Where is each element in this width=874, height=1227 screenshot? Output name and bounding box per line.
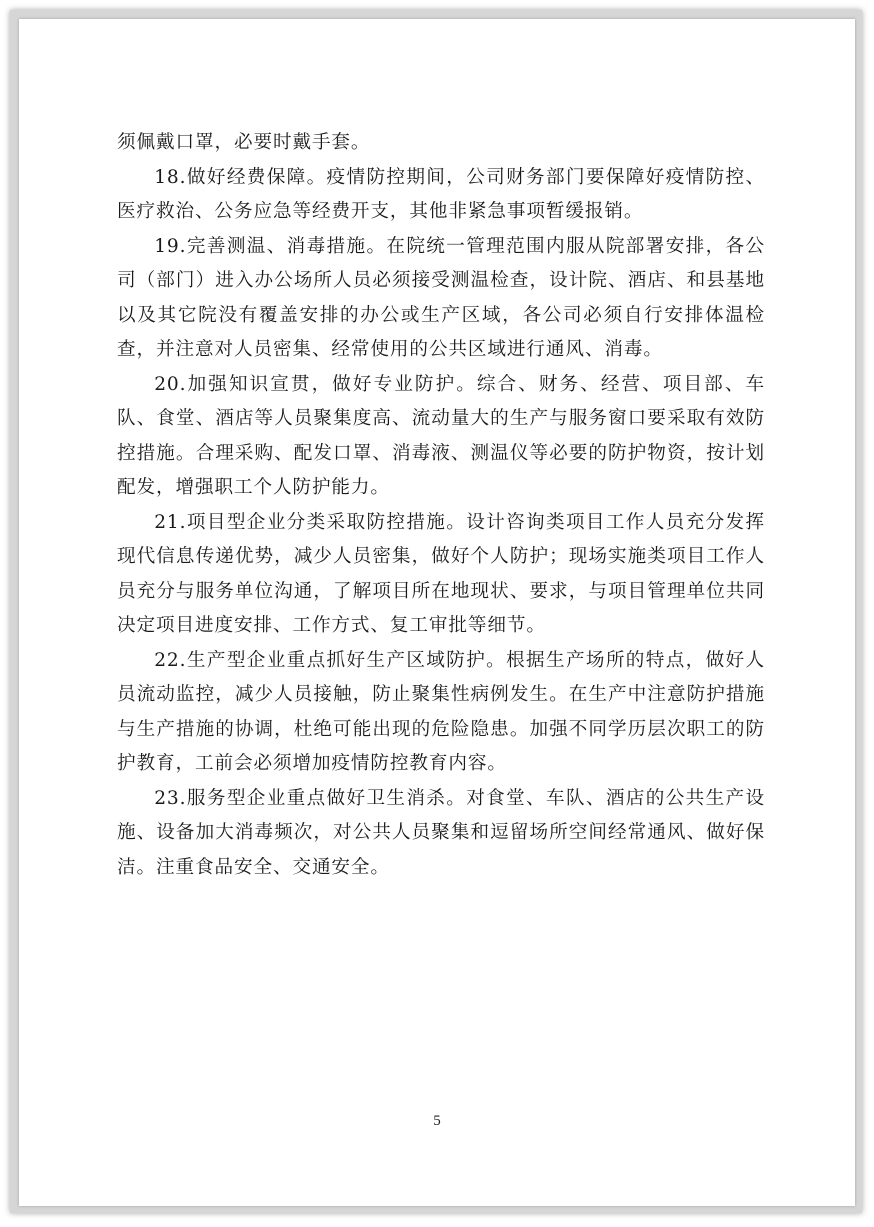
- paragraph-item-18: 18.做好经费保障。疫情防控期间，公司财务部门要保障好疫情防控、医疗救治、公务应急等经费开支，其他非紧急事项暂缓报销。: [117, 166, 765, 222]
- paragraph-item-22: 22.生产型企业重点抓好生产区域防护。根据生产场所的特点，做好人员流动监控，减少人员接触，防止聚集性病例发生。在生产中注意防护措施与生产措施的协调，杜绝可能出现的危险隐患。加强不同学历层次职工的防护教育，工前会必须增加疫情防控教育内容。: [117, 649, 765, 774]
- paragraph-item-19: 19.完善测温、消毒措施。在院统一管理范围内服从院部署安排，各公司（部门）进入办公场所人员必须接受测温检查，设计院、酒店、和县基地以及其它院没有覆盖安排的办公或生产区域，各公司必须自行安排体温检查，并注意对人员密集、经常使用的公共区域进行通风、消毒。: [117, 235, 765, 360]
- paragraph-item-23: 23.服务型企业重点做好卫生消杀。对食堂、车队、酒店的公共生产设施、设备加大消毒频次，对公共人员聚集和逗留场所空间经常通风、做好保洁。注重食品安全、交通安全。: [117, 787, 765, 878]
- paragraph-continuation: 须佩戴口罩，必要时戴手套。: [117, 132, 371, 153]
- document-body: [117, 126, 765, 885]
- paragraph-item-20: 20.加强知识宣贯，做好专业防护。综合、财务、经营、项目部、车队、食堂、酒店等人员聚集度高、流动量大的生产与服务窗口要采取有效防控措施。合理采购、配发口罩、消毒液、测温仪等必要的防护物资，按计划配发，增强职工个人防护能力。: [117, 373, 765, 498]
- page-number: 5: [433, 1113, 441, 1129]
- paragraph-item-21: 21.项目型企业分类采取防控措施。设计咨询类项目工作人员充分发挥现代信息传递优势，减少人员密集，做好个人防护；现场实施类项目工作人员充分与服务单位沟通，了解项目所在地现状、要求，与项目管理单位共同决定项目进度安排、工作方式、复工审批等细节。: [117, 511, 765, 636]
